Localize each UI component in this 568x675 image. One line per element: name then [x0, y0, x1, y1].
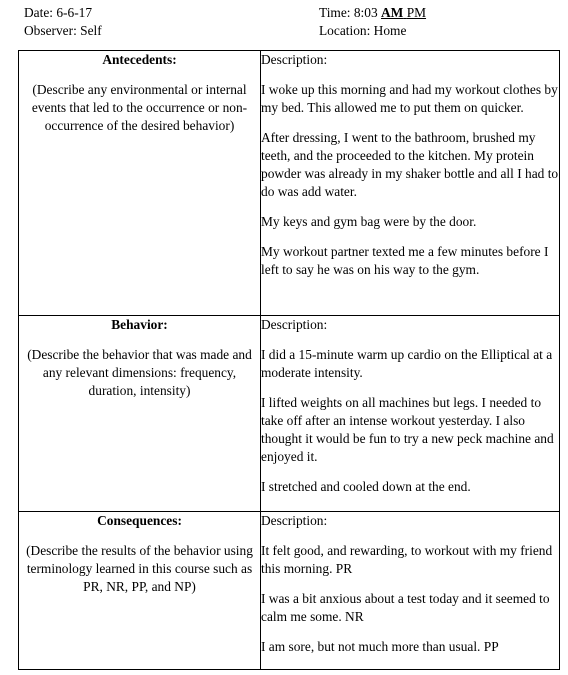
behavior-description-label: Description: [261, 317, 328, 332]
behavior-prompt-cell [19, 316, 261, 512]
behavior-paragraph: I stretched and cooled down at the end. [261, 479, 471, 494]
consequences-instructions: (Describe the results of the behavior using terminology learned in this course such as PR, NR, PP, and NP) [26, 543, 253, 594]
antecedents-paragraph: My workout partner texted me a few minutes before I left to say he was on his way to the gym. [261, 244, 549, 277]
behavior-paragraph: I did a 15-minute warm up cardio on the Elliptical at a moderate intensity. [261, 347, 553, 380]
abc-observation-table [18, 50, 560, 670]
antecedents-title: Antecedents: [102, 52, 177, 67]
antecedents-prompt-cell [19, 51, 261, 316]
antecedents-row [19, 51, 560, 316]
consequences-description-label: Description: [261, 513, 328, 528]
time-value: Time: 8:03 [319, 5, 382, 20]
antecedents-paragraph: My keys and gym bag were by the door. [261, 214, 477, 229]
behavior-paragraph: I lifted weights on all machines but legs. I needed to take off after an intense workout yesterday. I also thought it would be fun to try a new peck machine and enjoyed it. [261, 395, 554, 464]
consequences-paragraph: I am sore, but not much more than usual. PP [261, 639, 499, 654]
time-field [319, 4, 426, 22]
behavior-row [19, 316, 560, 512]
date-field: Date: 6-6-17 [24, 5, 93, 20]
behavior-title: Behavior: [111, 317, 168, 332]
antecedents-paragraph: After dressing, I went to the bathroom, brushed my teeth, and the proceeded to the kitchen. My protein powder was already in my shaker bottle and all I had to do was add water. [261, 130, 559, 199]
consequences-response-cell [261, 512, 560, 670]
consequences-paragraph: It felt good, and rewarding, to workout with my friend this morning. PR [261, 543, 553, 576]
consequences-title: Consequences: [97, 513, 182, 528]
header-right-block [319, 4, 426, 40]
behavior-instructions: (Describe the behavior that was made and any relevant dimensions: frequency, duration, intensity) [27, 347, 252, 398]
antecedents-description-label: Description: [261, 52, 328, 67]
behavior-response-cell [261, 316, 560, 512]
antecedents-instructions: (Describe any environmental or internal events that led to the occurrence or non-occurrence of the desired behavior) [31, 82, 248, 133]
antecedents-response-cell [261, 51, 560, 316]
observer-field: Observer: Self [24, 23, 102, 38]
consequences-prompt-cell [19, 512, 261, 670]
antecedents-paragraph: I woke up this morning and had my workout clothes by my bed. This allowed me to put them on quicker. [261, 82, 558, 115]
location-field: Location: Home [319, 23, 407, 38]
header-left-block [24, 4, 102, 40]
time-am-selected: AM [381, 5, 404, 20]
consequences-row [19, 512, 560, 670]
document-header [24, 4, 544, 40]
consequences-paragraph: I was a bit anxious about a test today and it seemed to calm me some. NR [261, 591, 550, 624]
time-pm-option: PM [406, 5, 427, 20]
